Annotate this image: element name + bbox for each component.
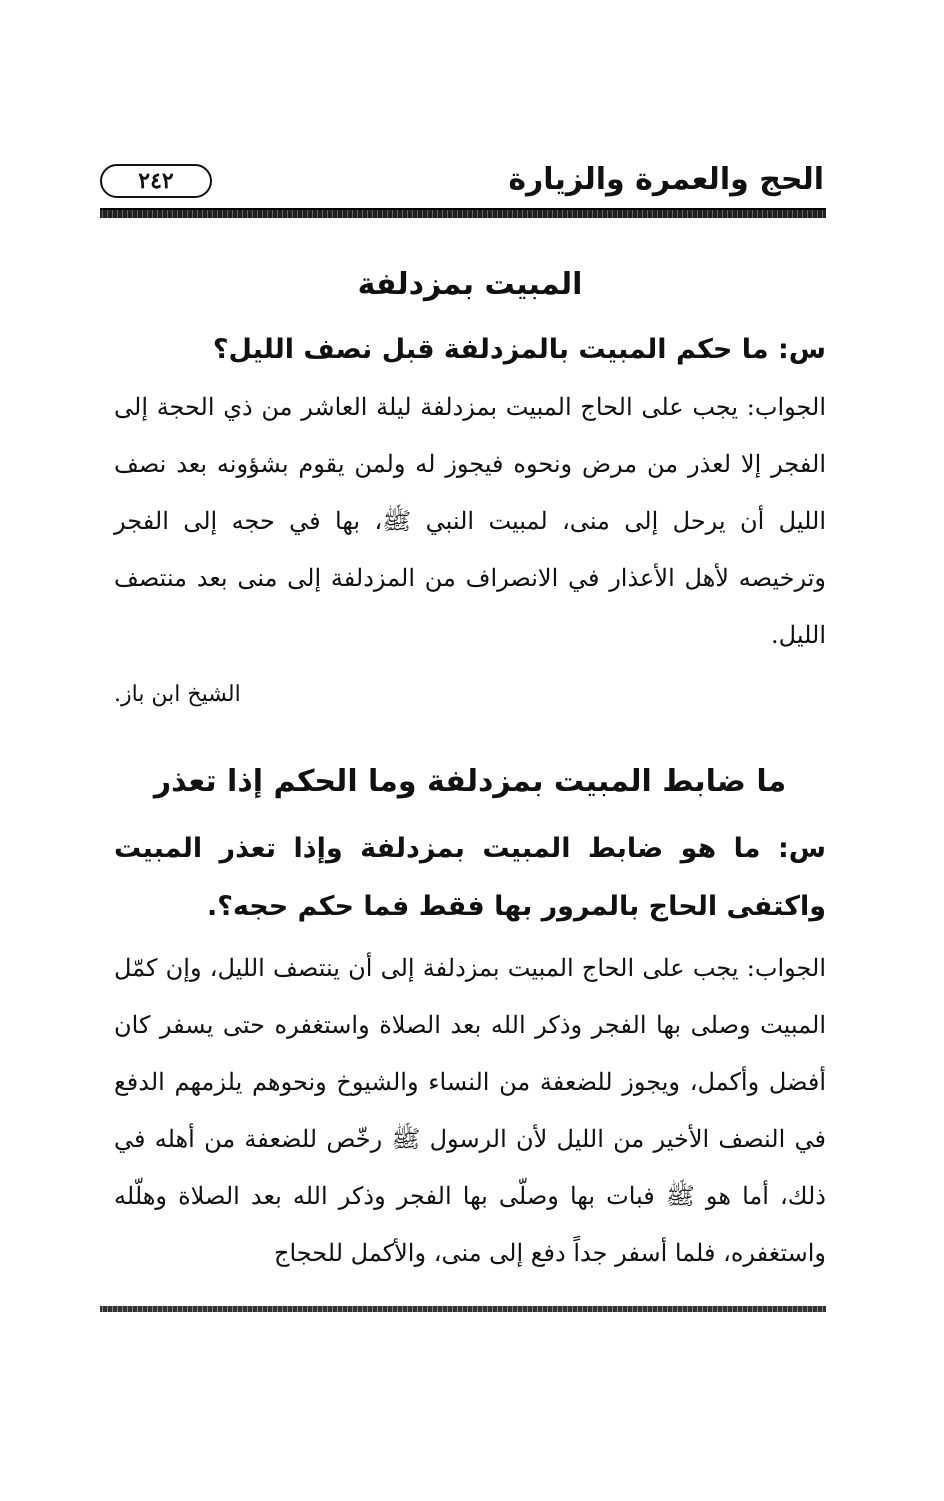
section-title-2: ما ضابط المبيت بمزدلفة وما الحكم إذا تعذر — [153, 764, 787, 799]
question-1: س: ما حكم المبيت بالمزدلفة قبل نصف الليل؟ — [212, 334, 826, 365]
answer-2: الجواب: يجب على الحاج المبيت بمزدلفة إلى أن ينتصف الليل، وإن كمّل المبيت وصلى بها الفجر وذكر الله بعد الصلاة واستغفره حتى يسفر كان أفضل وأكمل، ويجوز للضعفة من النساء والشيوخ ونحوهم يلزمهم الدفع في النصف الأخير من الليل لأن الرسول ﷺ رخّص للضعفة من أهله في ذلك، أما هو ﷺ فبات بها وصلّى بها الفجر وذكر الله بعد الصلاة وهلّله واستغفره، فلما أسفر جداً دفع إلى منى، والأكمل للحجاج — [114, 954, 827, 1267]
header-rule — [100, 208, 826, 218]
question-2: س: ما هو ضابط المبيت بمزدلفة وإذا تعذر المبيت واكتفى الحاج بالمرور بها فقط فما حكم حجه؟. — [114, 833, 826, 922]
attribution: الشيخ ابن باز. — [114, 682, 241, 707]
section-title-1: المبيت بمزدلفة — [357, 267, 583, 302]
answer-1: الجواب: يجب على الحاج المبيت بمزدلفة ليلة العاشر من ذي الحجة إلى الفجر إلا لعذر من مرض ونحوه فيجوز له ولمن يقوم بشؤونه بعد نصف الليل أن يرحل إلى منى، لمبيت النبي ﷺ، بها في حجه إلى الفجر وترخيصه لأهل الأعذار في الانصراف من المزدلفة إلى منى بعد منتصف الليل. — [114, 393, 826, 649]
footer-rule — [100, 1306, 826, 1312]
page-body — [114, 255, 826, 1282]
running-title: الحج والعمرة والزيارة — [508, 162, 824, 197]
page-header — [100, 160, 824, 210]
page-number: ٢٤٢ — [138, 168, 174, 194]
page-number-badge — [100, 164, 212, 198]
